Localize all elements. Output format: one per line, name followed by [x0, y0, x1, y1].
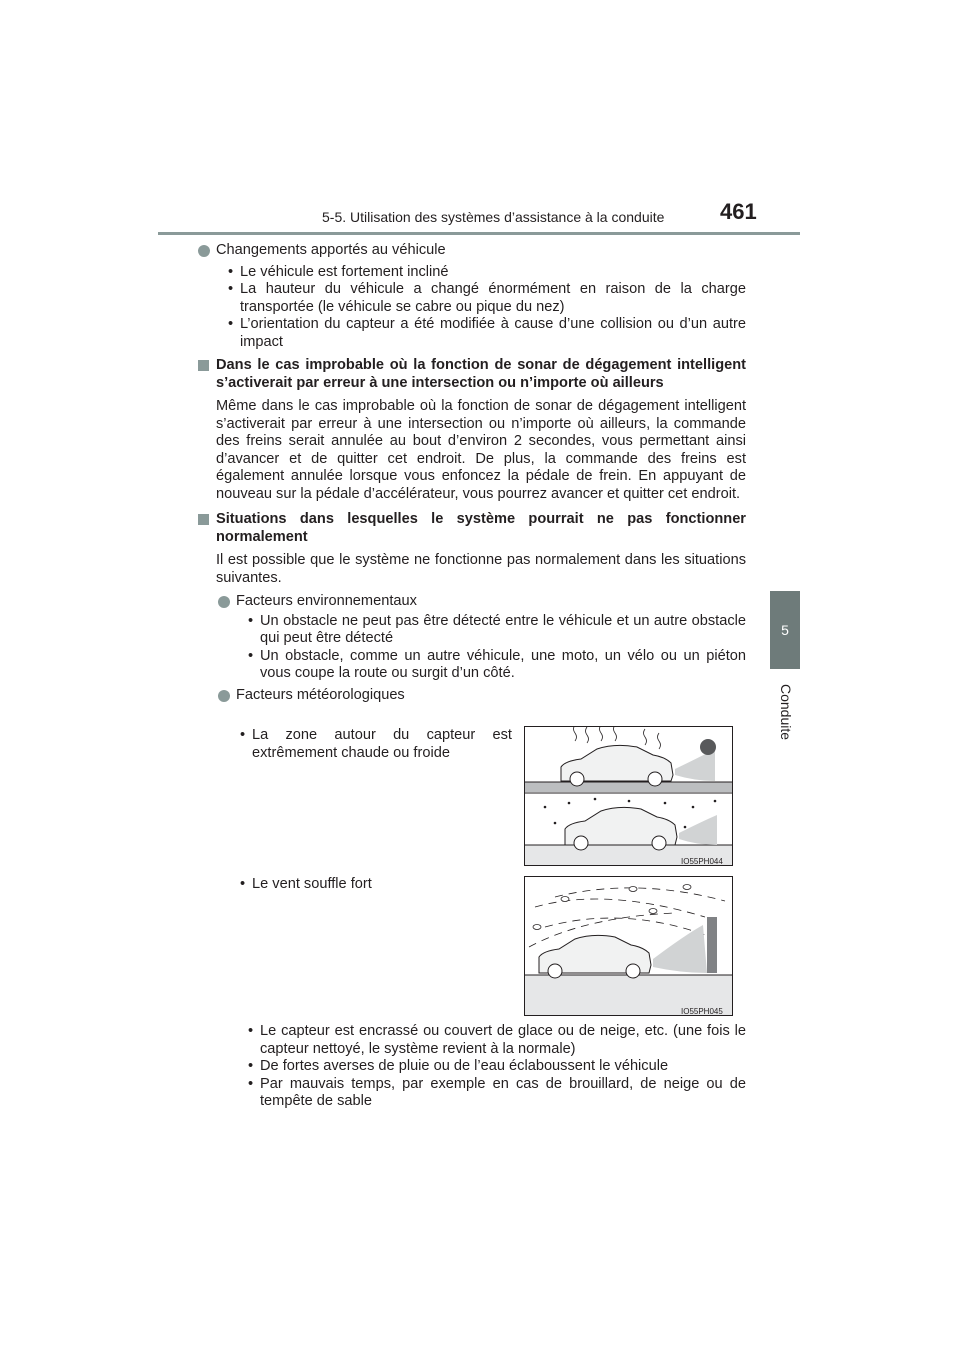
hot-cold-illustration: [525, 727, 732, 865]
situations-body: Il est possible que le système ne fonctionne pas normalement dans les situations suivantes.: [216, 552, 746, 586]
list-item-text: Un obstacle ne peut pas être détecté entre le véhicule et un autre obstacle qui peut être détecté: [260, 612, 746, 646]
weather-factors-title: [198, 687, 746, 705]
figure-2-code: IO55PH045: [681, 1007, 723, 1016]
square-bullet-icon: [198, 514, 209, 525]
page-content: [198, 242, 746, 704]
situations-heading: [198, 511, 746, 546]
weather-factors-title-text: Facteurs météorologiques: [236, 686, 405, 703]
situations-heading-text: Situations dans lesquelles le système pourrait ne pas fonctionner normalement: [216, 511, 746, 545]
false-activation-body: Même dans le cas improbable où la fonction de sonar de dégagement intelligent s’activerait par erreur à une intersection ou n’importe où ailleurs, la commande des freins serait annulée au bout d’environ 2 secondes, vous permettant ainsi d’avancer et de quitter cet endroit. De plus, la commande des freins est également annulée lorsque vous enfoncez la pédale de frein. En appuyant de nouveau sur la pédale d’accélérateur, vous pourrez avancer et quitter cet endroit.: [216, 398, 746, 502]
car-icon: [561, 745, 673, 786]
list-item: • Le capteur est encrassé ou couvert de glace ou de neige, etc. (une fois le capteur nettoyé, le système revient à la normale): [248, 1023, 746, 1057]
figure-hot-cold: [524, 726, 733, 866]
list-item: • L’orientation du capteur a été modifiée à cause d’une collision ou d’un autre impact: [228, 316, 746, 350]
vehicle-changes-title: [198, 242, 746, 260]
env-factors-list: [198, 613, 746, 683]
figure-1-caption: • La zone autour du capteur est extrêmement chaude ou froide: [240, 727, 512, 761]
chapter-label-text: Conduite: [777, 683, 794, 741]
circle-bullet-icon: [218, 690, 230, 702]
list-item-text: L’orientation du capteur a été modifiée à cause d’une collision ou d’un autre impact: [240, 316, 746, 350]
false-activation-heading-text: Dans le cas improbable où la fonction de sonar de dégagement intelligent s’activerait par erreur à une intersection ou n’importe où ailleurs: [216, 357, 746, 391]
list-item: • Un obstacle ne peut pas être détecté entre le véhicule et un autre obstacle qui peut être détecté: [248, 612, 746, 646]
page-number: 461: [720, 199, 757, 224]
chapter-label: [770, 677, 800, 747]
circle-bullet-icon: [218, 596, 230, 608]
list-item: • Un obstacle, comme un autre véhicule, une moto, un vélo ou un piéton vous coupe la route ou surgit d’un côté.: [248, 647, 746, 681]
vehicle-changes-list: [198, 264, 746, 352]
wind-illustration: [525, 877, 732, 1015]
list-item-text: La hauteur du véhicule a changé énormément en raison de la charge transportée (le véhicule se cabre ou pique du nez): [240, 281, 746, 315]
weather-factors-list: [198, 1023, 746, 1111]
sun-icon: [700, 739, 716, 755]
section-title: 5-5. Utilisation des systèmes d’assistance à la conduite: [322, 209, 665, 225]
figure-1-caption-text: La zone autour du capteur est extrêmement chaude ou froide: [252, 727, 512, 761]
car-icon: [565, 807, 677, 850]
list-item-text: De fortes averses de pluie ou de l’eau éclaboussent le véhicule: [260, 1058, 669, 1074]
figure-2-caption: • Le vent souffle fort: [240, 876, 372, 892]
figure-wind: [524, 876, 733, 1016]
header-rule: [158, 232, 800, 235]
list-item-text: Le véhicule est fortement incliné: [240, 263, 449, 280]
figure-1-code: IO55PH044: [681, 857, 723, 866]
chapter-number: 5: [781, 622, 789, 638]
list-item: • Le véhicule est fortement incliné: [228, 263, 449, 280]
wall-icon: [707, 917, 717, 973]
list-item-text: Un obstacle, comme un autre véhicule, une moto, un vélo ou un piéton vous coupe la route ou surgit d’un côté.: [260, 647, 746, 681]
square-bullet-icon: [198, 360, 209, 371]
list-item-text: Par mauvais temps, par exemple en cas de brouillard, de neige ou de tempête de sable: [260, 1075, 746, 1109]
chapter-tab: [770, 591, 800, 669]
car-icon: [539, 935, 651, 978]
list-item: • La hauteur du véhicule a changé énormément en raison de la charge transportée (le véhicule se cabre ou pique du nez): [228, 281, 746, 315]
vehicle-changes-title-text: Changements apportés au véhicule: [216, 242, 446, 258]
list-item-text: Le capteur est encrassé ou couvert de glace ou de neige, etc. (une fois le capteur nettoyé, le système revient à la normale): [260, 1023, 746, 1057]
list-item: • Par mauvais temps, par exemple en cas de brouillard, de neige ou de tempête de sable: [248, 1075, 746, 1109]
figure-2-caption-text: Le vent souffle fort: [252, 876, 372, 892]
env-factors-title: [198, 593, 746, 611]
env-factors-title-text: Facteurs environnementaux: [236, 593, 417, 609]
false-activation-heading: [198, 357, 746, 392]
list-item: • De fortes averses de pluie ou de l’eau éclaboussent le véhicule: [248, 1058, 669, 1074]
circle-bullet-icon: [198, 245, 210, 257]
